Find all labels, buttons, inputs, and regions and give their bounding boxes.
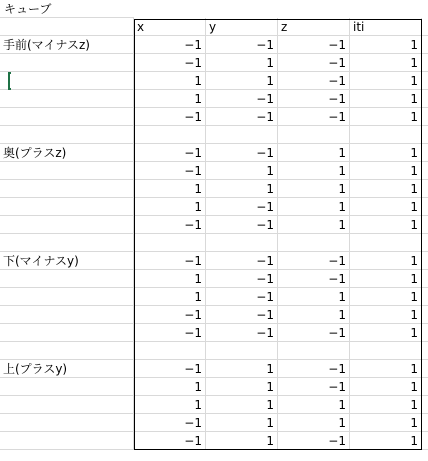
value-cell[interactable]: 1 [350, 306, 422, 324]
value-cell[interactable]: 1 [134, 90, 206, 108]
table-row [0, 216, 428, 234]
value-cell[interactable]: 1 [350, 36, 422, 54]
value-cell[interactable]: −1 [134, 216, 206, 234]
empty-cell[interactable] [134, 234, 206, 252]
value-cell[interactable]: 1 [350, 432, 422, 450]
table-row [0, 378, 428, 396]
value-cell[interactable]: −1 [278, 324, 350, 342]
empty-cell[interactable] [134, 342, 206, 360]
empty-cell[interactable] [350, 234, 422, 252]
empty-cell[interactable] [278, 234, 350, 252]
value-cell[interactable]: 1 [278, 180, 350, 198]
value-cell[interactable]: 1 [206, 396, 278, 414]
table-row [0, 252, 428, 270]
value-cell[interactable]: 1 [278, 144, 350, 162]
table-row [0, 54, 428, 72]
value-cell[interactable]: 1 [206, 378, 278, 396]
empty-cell[interactable] [0, 378, 134, 396]
table-row [0, 270, 428, 288]
value-cell[interactable]: −1 [134, 36, 206, 54]
empty-cell[interactable] [0, 432, 134, 450]
value-cell[interactable]: −1 [134, 414, 206, 432]
empty-cell[interactable] [0, 342, 134, 360]
value-cell[interactable]: 1 [350, 252, 422, 270]
value-cell[interactable]: 1 [350, 72, 422, 90]
empty-cell[interactable] [206, 126, 278, 144]
value-cell[interactable]: 1 [350, 198, 422, 216]
value-cell[interactable]: 1 [206, 180, 278, 198]
group-label[interactable]: 奥(プラスz) [0, 144, 134, 162]
value-cell[interactable]: 1 [350, 360, 422, 378]
empty-cell[interactable] [0, 324, 134, 342]
value-cell[interactable]: −1 [278, 252, 350, 270]
table-row [0, 432, 428, 450]
value-cell[interactable]: 1 [278, 216, 350, 234]
empty-cell[interactable] [0, 54, 134, 72]
value-cell[interactable]: 1 [278, 198, 350, 216]
empty-cell[interactable] [0, 198, 134, 216]
value-cell[interactable]: 1 [206, 162, 278, 180]
value-cell[interactable]: 1 [350, 288, 422, 306]
column-header[interactable]: z [278, 18, 350, 36]
value-cell[interactable]: −1 [206, 252, 278, 270]
empty-cell[interactable] [0, 216, 134, 234]
value-cell[interactable]: −1 [134, 360, 206, 378]
empty-cell[interactable] [278, 342, 350, 360]
value-cell[interactable]: −1 [206, 90, 278, 108]
value-cell[interactable]: 1 [134, 72, 206, 90]
value-cell[interactable]: 1 [278, 396, 350, 414]
table-row [0, 324, 428, 342]
value-cell[interactable]: 1 [350, 414, 422, 432]
value-cell[interactable]: −1 [278, 90, 350, 108]
value-cell[interactable]: 1 [206, 72, 278, 90]
value-cell[interactable]: −1 [206, 270, 278, 288]
table-row [0, 108, 428, 126]
table-row [0, 414, 428, 432]
value-cell[interactable]: −1 [134, 144, 206, 162]
value-cell[interactable]: 1 [278, 306, 350, 324]
value-cell[interactable]: −1 [134, 54, 206, 72]
spacer-row [0, 342, 428, 360]
empty-cell[interactable] [134, 126, 206, 144]
empty-cell[interactable] [206, 342, 278, 360]
header-cell-empty[interactable] [0, 18, 134, 36]
empty-cell[interactable] [0, 126, 134, 144]
value-cell[interactable]: 1 [278, 162, 350, 180]
value-cell[interactable]: 1 [350, 54, 422, 72]
value-cell[interactable]: 1 [134, 180, 206, 198]
value-cell[interactable]: 1 [206, 432, 278, 450]
table-row [0, 360, 428, 378]
empty-cell[interactable] [0, 234, 134, 252]
value-cell[interactable]: −1 [278, 378, 350, 396]
value-cell[interactable]: 1 [350, 216, 422, 234]
value-cell[interactable]: −1 [278, 72, 350, 90]
value-cell[interactable]: 1 [278, 414, 350, 432]
empty-cell[interactable] [0, 306, 134, 324]
empty-cell[interactable] [278, 126, 350, 144]
empty-cell[interactable] [0, 108, 134, 126]
table-row [0, 288, 428, 306]
table-row [0, 72, 428, 90]
value-cell[interactable]: −1 [134, 252, 206, 270]
value-cell[interactable]: 1 [134, 198, 206, 216]
empty-cell[interactable] [0, 270, 134, 288]
value-cell[interactable]: 1 [134, 270, 206, 288]
table-row [0, 36, 428, 54]
value-cell[interactable]: −1 [134, 432, 206, 450]
value-cell[interactable]: 1 [278, 288, 350, 306]
empty-cell[interactable] [0, 180, 134, 198]
empty-cell[interactable] [0, 288, 134, 306]
value-cell[interactable]: 1 [350, 270, 422, 288]
value-cell[interactable]: −1 [134, 324, 206, 342]
table-row [0, 162, 428, 180]
column-header[interactable]: y [206, 18, 278, 36]
empty-cell[interactable] [350, 126, 422, 144]
column-header[interactable]: x [134, 18, 206, 36]
group-label[interactable]: 下(マイナスy) [0, 252, 134, 270]
empty-cell[interactable] [350, 342, 422, 360]
value-cell[interactable]: −1 [206, 144, 278, 162]
table-row [0, 144, 428, 162]
value-cell[interactable]: −1 [206, 36, 278, 54]
active-cell-marker [8, 72, 11, 90]
value-cell[interactable]: −1 [206, 108, 278, 126]
table-row [0, 198, 428, 216]
empty-cell[interactable] [0, 414, 134, 432]
header-row [0, 18, 428, 36]
value-cell[interactable]: 1 [206, 54, 278, 72]
value-cell[interactable]: 1 [206, 414, 278, 432]
value-cell[interactable]: −1 [278, 360, 350, 378]
table-row [0, 180, 428, 198]
empty-cell[interactable] [0, 90, 134, 108]
value-cell[interactable]: −1 [134, 108, 206, 126]
value-cell[interactable]: −1 [278, 36, 350, 54]
value-cell[interactable]: 1 [350, 396, 422, 414]
spacer-row [0, 126, 428, 144]
value-cell[interactable]: −1 [206, 324, 278, 342]
value-cell[interactable]: −1 [278, 432, 350, 450]
empty-cell[interactable] [0, 396, 134, 414]
column-header[interactable]: iti [350, 18, 422, 36]
group-label[interactable]: 上(プラスy) [0, 360, 134, 378]
value-cell[interactable]: 1 [350, 108, 422, 126]
value-cell[interactable]: 1 [350, 324, 422, 342]
sheet-title[interactable]: キューブ [4, 2, 52, 16]
value-cell[interactable]: −1 [278, 270, 350, 288]
table-row [0, 396, 428, 414]
empty-cell[interactable] [0, 162, 134, 180]
value-cell[interactable]: −1 [134, 162, 206, 180]
value-cell[interactable]: 1 [134, 288, 206, 306]
table-row [0, 306, 428, 324]
value-cell[interactable]: −1 [278, 108, 350, 126]
value-cell[interactable]: 1 [134, 378, 206, 396]
group-label[interactable]: 手前(マイナスz) [0, 36, 134, 54]
value-cell[interactable]: 1 [350, 378, 422, 396]
table-row [0, 90, 428, 108]
empty-cell[interactable] [206, 234, 278, 252]
value-cell[interactable]: −1 [206, 198, 278, 216]
value-cell[interactable]: 1 [350, 162, 422, 180]
value-cell[interactable]: −1 [206, 216, 278, 234]
value-cell[interactable]: −1 [206, 306, 278, 324]
value-cell[interactable]: 1 [206, 360, 278, 378]
value-cell[interactable]: 1 [350, 90, 422, 108]
value-cell[interactable]: −1 [134, 306, 206, 324]
value-cell[interactable]: 1 [350, 180, 422, 198]
value-cell[interactable]: −1 [206, 288, 278, 306]
spacer-row [0, 234, 428, 252]
value-cell[interactable]: 1 [350, 144, 422, 162]
value-cell[interactable]: 1 [134, 396, 206, 414]
empty-cell[interactable] [0, 72, 134, 90]
value-cell[interactable]: −1 [278, 54, 350, 72]
